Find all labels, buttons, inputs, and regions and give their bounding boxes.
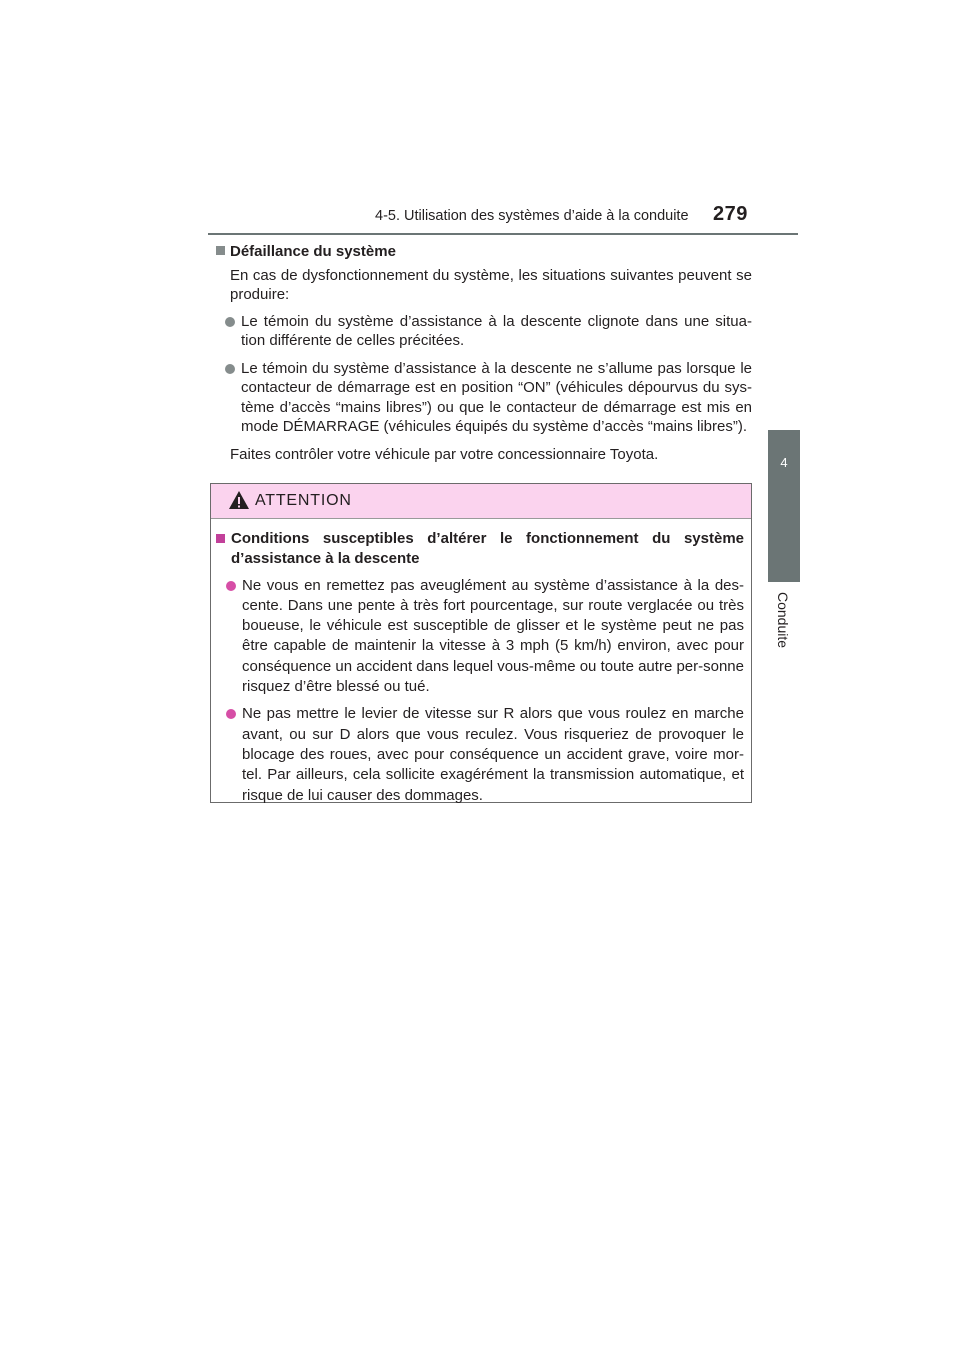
main-content <box>216 242 752 471</box>
attention-heading <box>216 529 744 570</box>
attention-heading-text: Conditions susceptibles d’altérer le fonctionnement du système d’assistance à la descente <box>231 530 744 568</box>
bullet-dot-icon <box>225 317 235 327</box>
square-bullet-icon <box>216 246 225 255</box>
section-heading <box>216 242 752 262</box>
bullet-dot-icon <box>226 709 236 719</box>
attention-header <box>211 484 751 519</box>
page-number: 279 <box>713 203 748 225</box>
closing-paragraph: Faites contrôler votre véhicule par votre concessionnaire Toyota. <box>230 445 659 463</box>
header-divider <box>208 233 798 235</box>
warning-triangle-icon <box>228 490 250 510</box>
list-item <box>216 576 744 698</box>
section-heading-text: Défaillance du système <box>230 243 396 260</box>
list-item <box>216 704 744 805</box>
square-bullet-icon <box>216 534 225 543</box>
chapter-label: Conduite <box>775 591 791 649</box>
attention-box <box>210 483 752 803</box>
header-section-title: 4-5. Utilisation des systèmes d’aide à la conduite <box>375 208 689 224</box>
chapter-number: 4 <box>780 455 788 470</box>
list-item <box>216 312 752 351</box>
list-item-text: Le témoin du système d’assistance à la descente ne s’allume pas lorsque le contacteur de démarrage est en position “ON” (véhicules dépourvus du sys-tème d’accès “mains libres”) ou que le contacteur de démarrage est mis en mode DÉMARRAGE (véhicules équipés du système d’accès “mains libres”). <box>241 359 752 435</box>
list-item-text: Ne pas mettre le levier de vitesse sur R alors que vous roulez en marche avant, ou sur D alors que vous reculez. Vous risqueriez de provoquer le blocage des roues, avec pour conséquence un accident grave, voire mor-tel. Par ailleurs, cela sollicite exagérément la transmission automatique, et risque de lui causer des dommages. <box>242 705 744 804</box>
bullet-dot-icon <box>225 364 235 374</box>
bullet-dot-icon <box>226 581 236 591</box>
attention-body <box>211 519 751 806</box>
intro-paragraph: En cas de dysfonctionnement du système, les situations suivantes peuvent se produire: <box>230 266 752 303</box>
list-item <box>216 359 752 437</box>
list-item-text: Ne vous en remettez pas aveuglément au système d’assistance à la des-cente. Dans une pente à très fort pourcentage, sur route verglacée ou très boueuse, le véhicule est susceptible de glisser et le système peut ne pas être capable de maintenir la vitesse à 3 mph (5 km/h) environ, avec pour conséquence un accident dans lequel vous-même ou toute autre per-sonne risquez d’être blessé ou tué. <box>242 576 744 696</box>
list-item-text: Le témoin du système d’assistance à la descente clignote dans une situa-tion différente de celles précitées. <box>241 312 752 349</box>
chapter-tab <box>768 430 800 582</box>
attention-title: ATTENTION <box>255 492 352 509</box>
